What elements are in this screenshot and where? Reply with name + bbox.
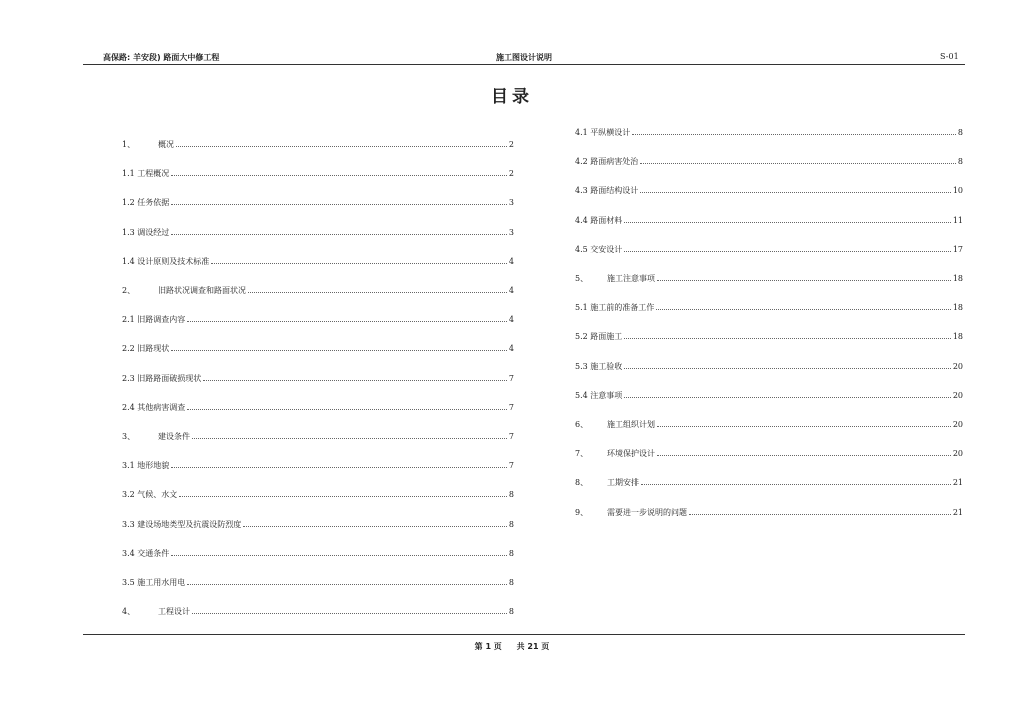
toc-entry-title: 5.1 施工前的准备工作 xyxy=(575,303,655,313)
toc-entry-title: 概况 xyxy=(158,140,174,149)
toc-entry-number: 7、 xyxy=(575,449,589,459)
toc-entry-title: 建设条件 xyxy=(158,432,190,441)
toc-entry-page: 8 xyxy=(508,578,514,587)
toc-entry-page: 18 xyxy=(952,332,963,342)
toc-entry-page: 8 xyxy=(957,157,963,167)
toc-entry-number: 3、 xyxy=(122,432,136,441)
toc-entry-page: 8 xyxy=(508,519,514,529)
toc-entry[interactable] xyxy=(122,168,514,180)
toc-entry[interactable] xyxy=(122,606,514,618)
toc-entry-page: 20 xyxy=(952,420,963,429)
toc-entry[interactable] xyxy=(575,419,963,431)
toc-entry-page: 20 xyxy=(952,449,963,459)
toc-entry[interactable] xyxy=(122,227,514,239)
toc-dot-leader xyxy=(192,438,507,439)
toc-dot-leader xyxy=(624,338,951,339)
toc-entry[interactable] xyxy=(122,431,514,443)
toc-entry-page: 2 xyxy=(508,169,514,179)
toc-entry-title: 3.5 施工用水用电 xyxy=(122,578,186,587)
toc-entry[interactable] xyxy=(122,285,514,297)
header-divider xyxy=(83,64,965,65)
toc-entry-page: 2 xyxy=(508,140,514,149)
page-number: 第 1 页 xyxy=(474,642,502,651)
toc-entry-title: 1.1 工程概况 xyxy=(122,169,170,179)
toc-entry-number: 8、 xyxy=(575,478,589,488)
toc-entry[interactable] xyxy=(122,548,514,560)
toc-entry-page: 8 xyxy=(957,128,963,137)
toc-dot-leader xyxy=(641,484,951,485)
toc-entry-title: 3.2 气候、水文 xyxy=(122,490,178,500)
toc-entry-title: 2.2 旧路现状 xyxy=(122,344,170,354)
footer-divider xyxy=(83,634,965,635)
toc-dot-leader xyxy=(203,380,507,381)
toc-entry-title: 4.5 交安设计 xyxy=(575,244,623,254)
toc-dot-leader xyxy=(176,146,507,147)
toc-dot-leader xyxy=(171,234,507,235)
toc-entry[interactable] xyxy=(575,244,963,256)
toc-dot-leader xyxy=(624,397,951,398)
toc-dot-leader xyxy=(171,555,507,556)
toc-entry-page: 7 xyxy=(508,402,514,412)
toc-entry-title: 工期安排 xyxy=(607,478,639,488)
toc-entry-title: 1.4 设计原则及技术标准 xyxy=(122,256,210,266)
toc-entry-page: 7 xyxy=(508,461,514,471)
toc-dot-leader xyxy=(632,134,956,135)
toc-entry[interactable] xyxy=(122,314,514,326)
toc-entry[interactable] xyxy=(122,577,514,589)
toc-entry-title: 3.4 交通条件 xyxy=(122,548,170,558)
toc-entry-page: 18 xyxy=(952,303,963,313)
toc-entry-page: 21 xyxy=(952,507,963,517)
toc-entry-title: 3.1 地形地貌 xyxy=(122,461,170,471)
toc-entry-title: 5.4 注意事项 xyxy=(575,390,623,400)
toc-entry-title: 施工注意事项 xyxy=(607,274,655,283)
toc-entry-page: 3 xyxy=(508,227,514,237)
toc-entry-title: 1.3 调设经过 xyxy=(122,227,170,237)
toc-entry[interactable] xyxy=(575,477,963,489)
toc-entry-page: 18 xyxy=(952,274,963,283)
footer xyxy=(0,641,1024,652)
toc-dot-leader xyxy=(689,514,951,515)
toc-entry-title: 4.4 路面材料 xyxy=(575,215,623,225)
toc-entry[interactable] xyxy=(575,215,963,227)
toc-entry-title: 2.3 旧路路面破损现状 xyxy=(122,373,202,383)
toc-dot-leader xyxy=(624,368,951,369)
toc-entry[interactable] xyxy=(575,273,963,285)
toc-dot-leader xyxy=(624,251,951,252)
toc-entry[interactable] xyxy=(122,256,514,268)
toc-entry-title: 2.1 旧路调查内容 xyxy=(122,315,186,325)
toc-entry-page: 11 xyxy=(952,215,963,225)
toc-dot-leader xyxy=(171,467,507,468)
toc-entry-title: 5.3 施工验收 xyxy=(575,361,623,371)
toc-dot-leader xyxy=(171,175,507,176)
toc-entry[interactable] xyxy=(122,489,514,501)
toc-entry-page: 10 xyxy=(952,186,963,196)
toc-entry-number: 2、 xyxy=(122,286,136,295)
toc-dot-leader xyxy=(656,309,951,310)
toc-dot-leader xyxy=(657,455,951,456)
toc-dot-leader xyxy=(187,584,507,585)
toc-entry-title: 旧路状况调查和路面状况 xyxy=(158,286,246,295)
toc-dot-leader xyxy=(640,163,956,164)
toc-entry[interactable] xyxy=(575,507,963,519)
toc-entry-page: 4 xyxy=(508,286,514,295)
toc-entry[interactable] xyxy=(122,197,514,209)
toc-entry-page: 4 xyxy=(508,315,514,325)
toc-entry-title: 环境保护设计 xyxy=(607,449,655,459)
toc-entry[interactable] xyxy=(575,390,963,402)
toc-dot-leader xyxy=(187,409,507,410)
toc-entry-title: 2.4 其他病害调查 xyxy=(122,402,186,412)
header-project: 高保路: 羊安段) 路面大中修工程 xyxy=(103,53,220,62)
toc-entry-page: 21 xyxy=(952,478,963,488)
toc-dot-leader xyxy=(624,222,951,223)
toc-entry[interactable] xyxy=(122,519,514,531)
toc-entry-number: 9、 xyxy=(575,507,589,517)
toc-dot-leader xyxy=(657,280,951,281)
toc-dot-leader xyxy=(187,321,507,322)
toc-dot-leader xyxy=(243,526,507,527)
toc-entry-page: 4 xyxy=(508,344,514,354)
toc-entry-number: 5、 xyxy=(575,274,589,283)
toc-entry[interactable] xyxy=(575,185,963,197)
toc-entry[interactable] xyxy=(575,361,963,373)
header-code: S-01 xyxy=(940,52,959,61)
toc-entry-page: 20 xyxy=(952,390,963,400)
toc-entry-page: 8 xyxy=(508,490,514,500)
toc-entry[interactable] xyxy=(575,156,963,168)
toc-dot-leader xyxy=(171,204,507,205)
toc-entry-title: 施工组织计划 xyxy=(607,420,655,429)
toc-entry-page: 4 xyxy=(508,256,514,266)
toc-dot-leader xyxy=(657,426,951,427)
toc-dot-leader xyxy=(640,192,951,193)
toc-entry-number: 1、 xyxy=(122,140,136,149)
toc-entry-number: 6、 xyxy=(575,420,589,429)
toc-entry[interactable] xyxy=(122,139,514,151)
toc-dot-leader xyxy=(179,496,507,497)
toc-entry-title: 4.2 路面病害处治 xyxy=(575,157,639,167)
page-title: 目录 xyxy=(491,87,533,107)
toc-dot-leader xyxy=(211,263,507,264)
toc-entry[interactable] xyxy=(122,373,514,385)
toc-entry-title: 工程设计 xyxy=(158,607,190,617)
toc-entry-title: 3.3 建设场地类型及抗震设防烈度 xyxy=(122,519,242,529)
toc-entry[interactable] xyxy=(575,302,963,314)
toc-dot-leader xyxy=(171,350,507,351)
toc-entry[interactable] xyxy=(575,331,963,343)
toc-entry[interactable] xyxy=(122,460,514,472)
toc-entry-page: 7 xyxy=(508,432,514,441)
toc-entry-title: 4.3 路面结构设计 xyxy=(575,186,639,196)
toc-dot-leader xyxy=(192,613,507,614)
toc-entry-page: 17 xyxy=(952,244,963,254)
toc-entry-page: 3 xyxy=(508,198,514,208)
toc-entry[interactable] xyxy=(575,127,963,139)
toc-entry-title: 4.1 平纵横设计 xyxy=(575,128,631,137)
toc-entry-title: 需要进一步说明的问题 xyxy=(607,507,687,517)
toc-entry-page: 7 xyxy=(508,373,514,383)
header-doc-title: 施工图设计说明 xyxy=(496,53,552,62)
toc-entry[interactable] xyxy=(122,402,514,414)
toc-entry[interactable] xyxy=(575,448,963,460)
toc-dot-leader xyxy=(248,292,507,293)
toc-entry-page: 8 xyxy=(508,548,514,558)
toc-entry-title: 1.2 任务依据 xyxy=(122,198,170,208)
toc-entry-page: 8 xyxy=(508,607,514,617)
toc-entry[interactable] xyxy=(122,343,514,355)
toc-entry-title: 5.2 路面施工 xyxy=(575,332,623,342)
toc-entry-page: 20 xyxy=(952,361,963,371)
page-total: 共 21 页 xyxy=(516,642,550,651)
toc-entry-number: 4、 xyxy=(122,607,136,617)
